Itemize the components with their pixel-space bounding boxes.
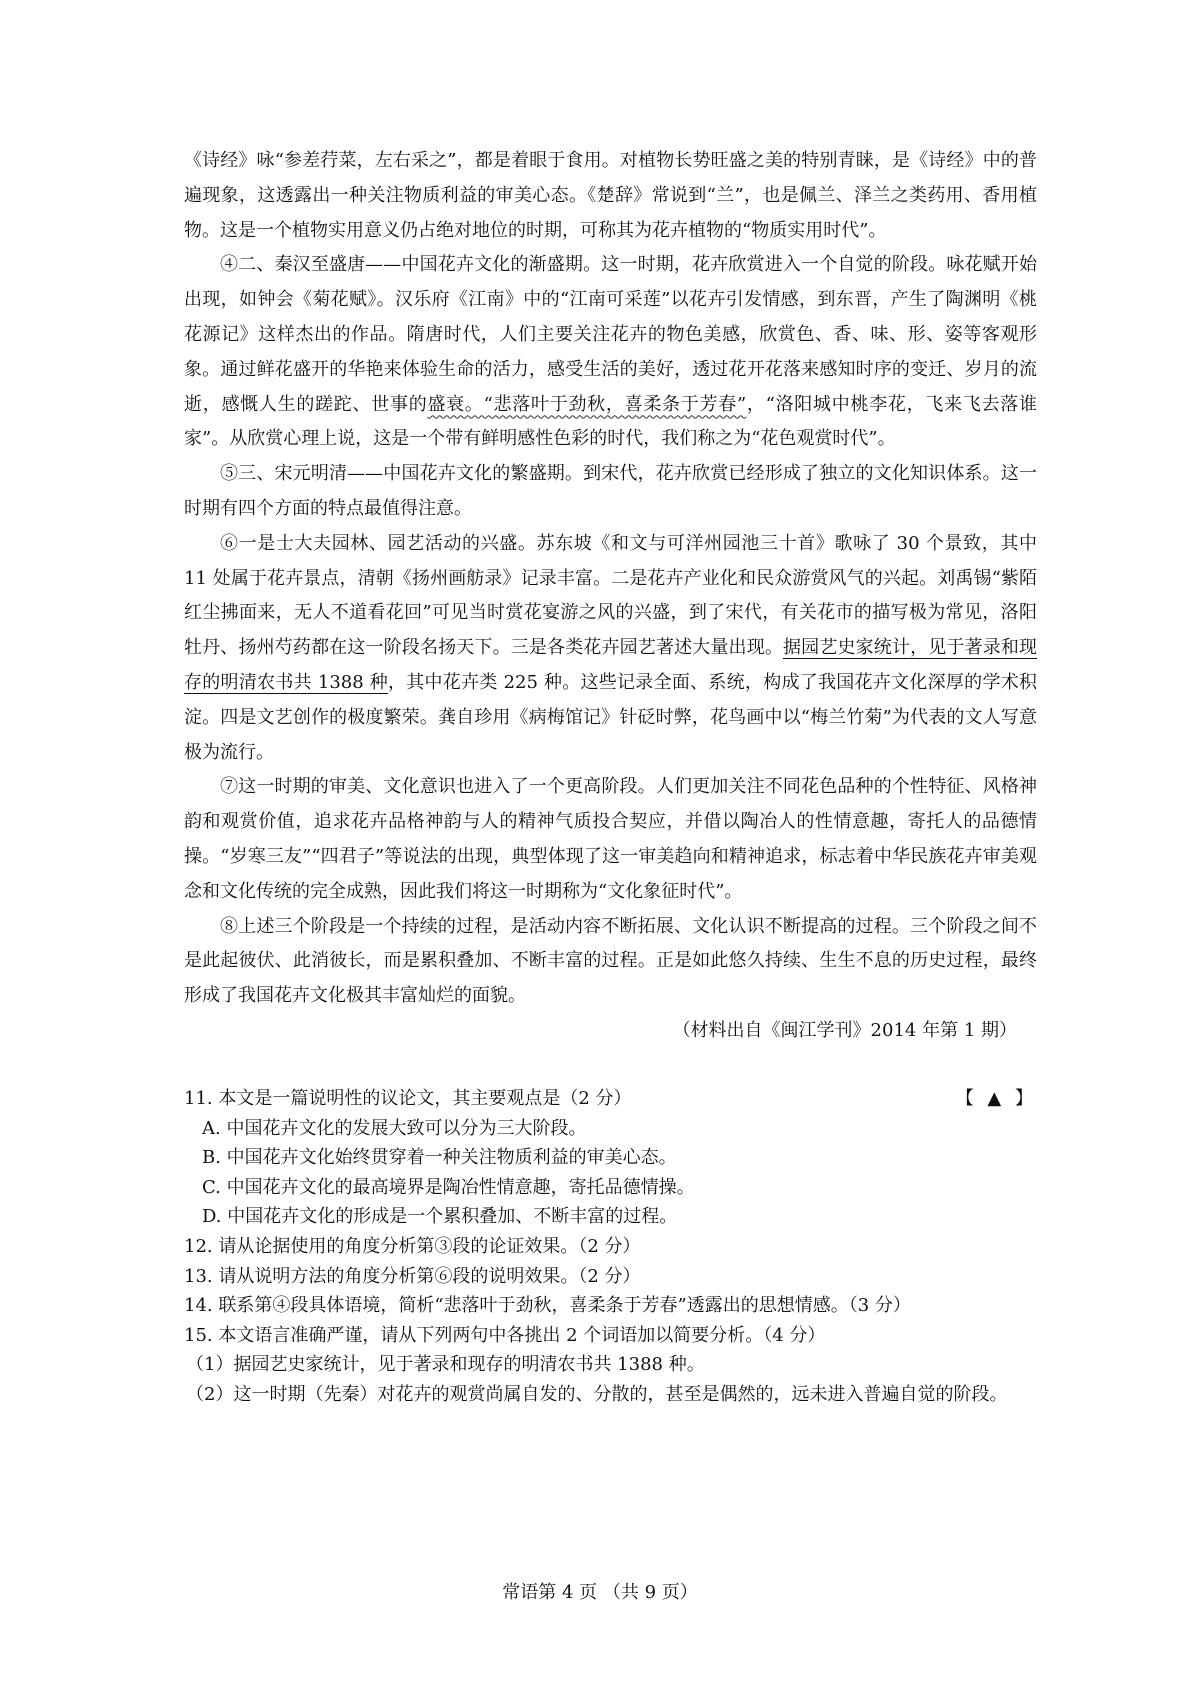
question-12: 12. 请从论据使用的角度分析第③段的论证效果。（2 分） bbox=[184, 1235, 641, 1257]
question-stem: 11. 本文是一篇说明性的议论文，其主要观点是（2 分） bbox=[184, 1088, 632, 1109]
paragraph-text: 《诗经》咏“参差荇菜，左右采之”，都是着眼于食用。对植物长势旺盛之美的特别青睐，是《诗经》中的普遍现象，这透露出一种关注物质利益的审美心态。《楚辞》常说到“兰”，也是佩兰、泽兰之类药用、香用植物。这是一个植物实用意义仍占绝对地位的时期，可称其为花卉植物的“物质实用时代”。 bbox=[184, 150, 1037, 241]
questions-section bbox=[184, 1084, 1037, 1410]
question-13: 13. 请从说明方法的角度分析第⑥段的说明效果。（2 分） bbox=[184, 1265, 641, 1287]
wavy-underlined-quote: 盛衰。“悲落叶于劲秋，喜柔条于芳春” bbox=[427, 393, 747, 415]
page-footer: 常语第 4 页 （共 9 页） bbox=[502, 1582, 698, 1603]
paragraph-5 bbox=[184, 457, 1037, 527]
question-11 bbox=[184, 1084, 1037, 1114]
option-c: C. 中国花卉文化的最高境界是陶冶性情意趣，寄托品德情操。 bbox=[202, 1176, 695, 1198]
paragraph-6 bbox=[184, 527, 1037, 771]
reading-passage bbox=[184, 144, 1037, 1049]
paragraph-8 bbox=[184, 910, 1037, 1014]
paragraph-7 bbox=[184, 770, 1037, 909]
paragraph-text: ⑥一是士大夫园林、园艺活动的兴盛。苏东坡《和文与可洋州园池三十首》歌咏了 30 个景致，其中 11 处属于花卉景点，清朝《扬州画舫录》记录丰富。二是花卉产业化和民众游赏风气的兴起。刘禹锡“紫陌红尘拂面来，无人不道看花回”可见当时赏花宴游之风的兴盛，到了宋代，有关花市的描写极为常见，洛阳牡丹、扬州芍药都在这一阶段名扬天下。三是各类花卉园艺著述大量出现。 bbox=[184, 532, 1037, 659]
underlined-sentence: 据园艺史家统计，见于著录和现存的明清农书共 1388 种 bbox=[184, 637, 1038, 693]
paragraph-4 bbox=[184, 248, 1037, 457]
paragraph-text: ④二、秦汉至盛唐——中国花卉文化的渐盛期。这一时期，花卉欣赏进入一个自觉的阶段。咏花赋开始出现，如钟会《菊花赋》。汉乐府《江南》中的“江南可采莲”以花卉引发情感，到东晋，产生了陶渊明《桃花源记》这样杰出的作品。隋唐时代，人们主要关注花卉的物色美感，欣赏色、香、味、形、姿等客观形象。通过鲜花盛开的华艳来体验生命的活力，感受生活的美好，透过花开花落来感知时序的变迁、岁月的流逝，感慨人生的蹉跎、世事的 bbox=[184, 254, 1037, 415]
answer-slot: 【 ▲ 】 bbox=[955, 1088, 1037, 1109]
paragraph-3-continued bbox=[184, 144, 1037, 248]
question-15-item-2: （2）这一时期（先秦）对花卉的观赏尚属自发的、分散的，甚至是偶然的，远未进入普遍自觉的阶段。 bbox=[186, 1383, 1008, 1405]
paragraph-text: ⑤三、宋元明清——中国花卉文化的繁盛期。到宋代，花卉欣赏已经形成了独立的文化知识体系。这一时期有四个方面的特点最值得注意。 bbox=[184, 463, 1037, 519]
paragraph-text: ⑧上述三个阶段是一个持续的过程，是活动内容不断拓展、文化认识不断提高的过程。三个阶段之间不是此起彼伏、此消彼长，而是累积叠加、不断丰富的过程。正是如此悠久持续、生生不息的历史过程，最终形成了我国花卉文化极其丰富灿烂的面貌。 bbox=[184, 915, 1037, 1007]
paragraph-text: ，其中花卉类 225 种。这些记录全面、系统，构成了我国花卉文化深厚的学术积淀。四是文艺创作的极度繁荣。龚自珍用《病梅馆记》针砭时弊，花鸟画中以“梅兰竹菊”为代表的文人写意极为流行。 bbox=[184, 671, 1037, 763]
source-citation: （材料出自《闽江学刊》2014 年第 1 期） bbox=[672, 1019, 1017, 1041]
paragraph-text: ，“洛阳城中桃李花，飞来飞去落谁家”。从欣赏心理上说，这是一个带有鲜明感性色彩的时代，我们称之为“花色观赏时代”。 bbox=[184, 393, 1038, 450]
option-b: B. 中国花卉文化始终贯穿着一种关注物质利益的审美心态。 bbox=[202, 1147, 677, 1169]
question-14: 14. 联系第④段具体语境，简析“悲落叶于劲秋，喜柔条于芳春”透露出的思想情感。（3 分） bbox=[184, 1295, 911, 1317]
paragraph-text: ⑦这一时期的审美、文化意识也进入了一个更高阶段。人们更加关注不同花色品种的个性特征、风格神韵和观赏价值，追求花卉品格神韵与人的精神气质投合契应，并借以陶冶人的性情意趣，寄托人的品德情操。“岁寒三友”“四君子”等说法的出现，典型体现了这一审美趋向和精神追求，标志着中华民族花卉审美观念和文化传统的完全成熟，因此我们将这一时期称为“文化象征时代”。 bbox=[184, 776, 1037, 902]
question-15: 15. 本文语言准确严谨，请从下列两句中各挑出 2 个词语加以简要分析。（4 分） bbox=[184, 1324, 826, 1346]
option-d: D. 中国花卉文化的形成是一个累积叠加、不断丰富的过程。 bbox=[202, 1206, 678, 1228]
question-15-item-1: （1）据园艺史家统计，见于著录和现存的明清农书共 1388 种。 bbox=[186, 1354, 705, 1376]
option-a: A. 中国花卉文化的发展大致可以分为三大阶段。 bbox=[202, 1117, 587, 1139]
